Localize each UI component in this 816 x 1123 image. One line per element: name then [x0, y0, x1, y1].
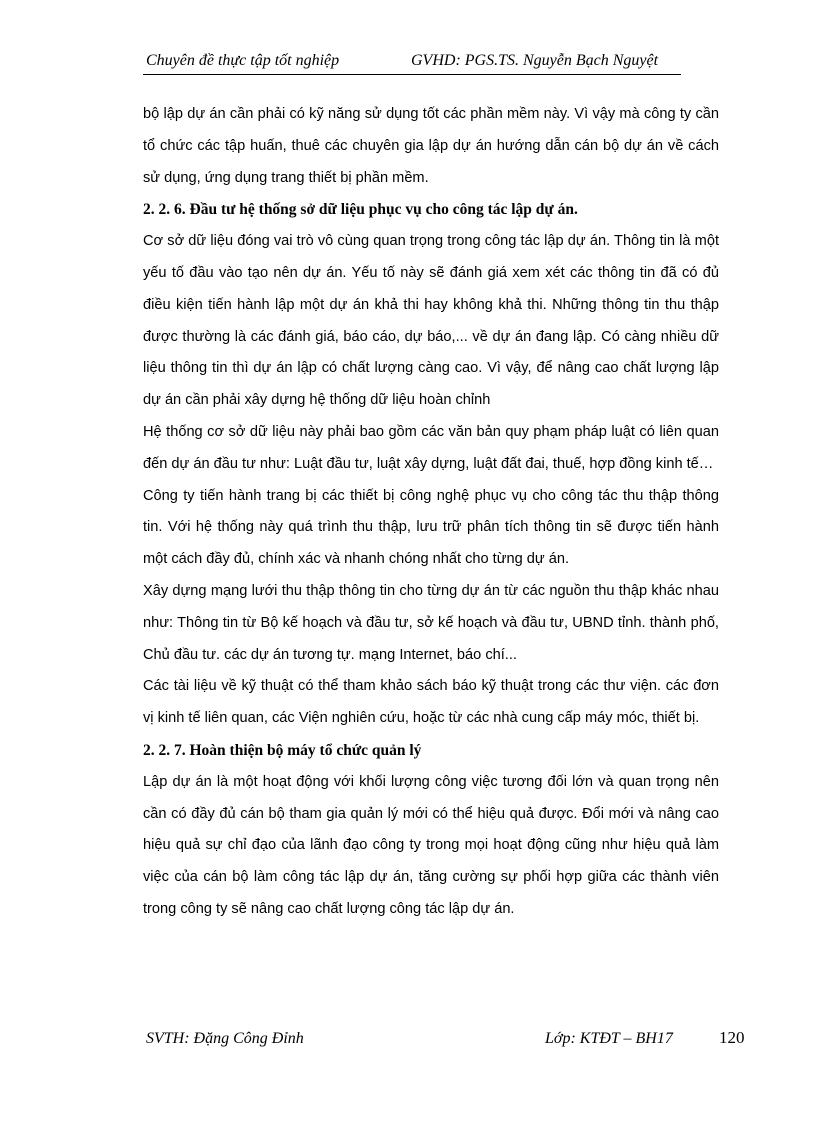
page-header: [143, 50, 683, 74]
paragraph: Xây dựng mạng lưới thu thập thông tin cho từng dự án từ các nguồn thu thập khác nhau như: Thông tin từ Bộ kế hoạch và đầu tư, sở kế hoạch và đầu tư, UBND tỉnh. thành phố, Chủ đầu tư. các dự án tương tự. mạng Internet, báo chí...: [143, 582, 719, 663]
footer-class: Lớp: KTĐT – BH17: [545, 1030, 673, 1047]
header-document-title: Chuyên đề thực tập tốt nghiệp: [146, 52, 340, 69]
header-advisor: GVHD: PGS.TS. Nguyễn Bạch Nguyệt: [411, 52, 659, 69]
page-footer: [143, 1028, 753, 1052]
section-heading: 2. 2. 6. Đầu tư hệ thống sở dữ liệu phục vụ cho công tác lập dự án.: [143, 201, 578, 219]
page-number: 120: [719, 1028, 745, 1047]
paragraph: bộ lập dự án cần phải có kỹ năng sử dụng tốt các phần mềm này. Vì vậy mà công ty cần tổ chức các tập huấn, thuê các chuyên gia lập dự án hướng dẫn cán bộ dự án về cách sử dụng, ứng dụng trang thiết bị phần mềm.: [143, 106, 719, 186]
paragraph: Công ty tiến hành trang bị các thiết bị công nghệ phục vụ cho công tác thu thập thông tin. Với hệ thống này quá trình thu thập, lưu trữ phân tích thông tin sẽ được tiến hành một cách đầy đủ, chính xác và nhanh chóng nhất cho từng dự án.: [143, 487, 719, 568]
paragraph: Lập dự án là một hoạt động với khối lượng công việc tương đối lớn và quan trọng nên cần có đầy đủ cán bộ tham gia quản lý mới có thể hiệu quả được. Đổi mới và nâng cao hiệu quả sự chỉ đạo của lãnh đạo công ty trong mọi hoạt động cũng như hiệu quả làm việc của cán bộ làm công tác lập dự án, tăng cường sự phối hợp giữa các thành viên trong công ty sẽ nâng cao chất lượng công tác lập dự án.: [143, 773, 719, 917]
page-body: [143, 99, 719, 926]
header-divider: [143, 74, 681, 75]
paragraph: Hệ thống cơ sở dữ liệu này phải bao gồm các văn bản quy phạm pháp luật có liên quan đến dự án đầu tư như: Luật đầu tư, luật xây dựng, luật đất đai, thuế, hợp đồng kinh tế…: [143, 423, 719, 472]
paragraph: Các tài liệu về kỹ thuật có thể tham khảo sách báo kỹ thuật trong các thư viện. các đơn vị kinh tế liên quan, các Viện nghiên cứu, hoặc từ các nhà cung cấp máy móc, thiết bị.: [143, 678, 719, 727]
paragraph: Cơ sở dữ liệu đóng vai trò vô cùng quan trọng trong công tác lập dự án. Thông tin là một yếu tố đầu vào tạo nên dự án. Yếu tố này sẽ đánh giá xem xét các thông tin đã có đủ điều kiện tiến hành lập một dự án khả thi hay không khả thi. Những thông tin thu thập được thường là các đánh giá, báo cáo, dự báo,... về dự án đang lập. Có càng nhiều dữ liệu thông tin thì dự án lập có chất lượng càng cao. Vì vậy, để nâng cao chất lượng lập dự án cần phải xây dựng hệ thống dữ liệu hoàn chỉnh: [143, 233, 719, 409]
section-heading: 2. 2. 7. Hoàn thiện bộ máy tổ chức quản lý: [143, 741, 422, 759]
footer-student: SVTH: Đặng Công Đỉnh: [146, 1030, 304, 1047]
